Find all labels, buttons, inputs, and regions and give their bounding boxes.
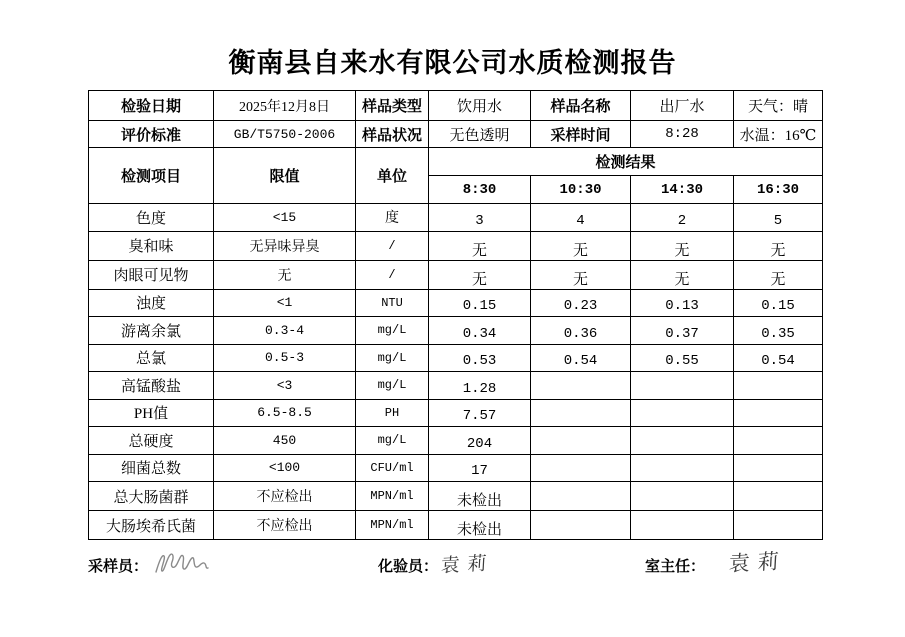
unit-cell: CFU/ml	[356, 454, 429, 482]
result-cell: 0.13	[631, 289, 734, 317]
item-cell: 总硬度	[89, 427, 214, 455]
sample-name-value: 出厂水	[631, 91, 734, 121]
result-cell: 0.23	[531, 289, 631, 317]
limit-cell: 不应检出	[214, 482, 356, 511]
result-cell: 0.54	[734, 344, 823, 372]
tester-signature: 袁莉	[440, 553, 496, 577]
result-cell	[531, 482, 631, 511]
item-header: 检测项目	[89, 148, 214, 204]
limit-cell: 0.3-4	[214, 317, 356, 345]
limit-cell: 无	[214, 260, 356, 289]
result-cell	[631, 454, 734, 482]
result-cell	[531, 511, 631, 540]
result-cell	[734, 399, 823, 427]
info-row-1	[89, 91, 823, 121]
weather-cell: 天气：晴	[734, 91, 823, 121]
limit-cell: 0.5-3	[214, 344, 356, 372]
result-cell: 1.28	[429, 372, 531, 400]
info-row-2	[89, 121, 823, 148]
result-cell: 3	[429, 204, 531, 232]
unit-cell: mg/L	[356, 317, 429, 345]
result-cell	[531, 399, 631, 427]
time-header-2: 10:30	[531, 176, 631, 204]
unit-cell: MPN/ml	[356, 511, 429, 540]
result-cell: 4	[531, 204, 631, 232]
result-cell: 0.53	[429, 344, 531, 372]
unit-cell: mg/L	[356, 427, 429, 455]
result-cell: 0.34	[429, 317, 531, 345]
result-cell: 2	[631, 204, 734, 232]
result-cell	[531, 427, 631, 455]
result-cell	[734, 482, 823, 511]
unit-cell: /	[356, 231, 429, 260]
unit-cell: NTU	[356, 289, 429, 317]
limit-cell: <1	[214, 289, 356, 317]
item-cell: 游离余氯	[89, 317, 214, 345]
inspect-date-label: 检验日期	[89, 91, 214, 121]
item-cell: 细菌总数	[89, 454, 214, 482]
result-cell	[531, 372, 631, 400]
result-cell	[631, 399, 734, 427]
table-row	[89, 399, 823, 427]
limit-cell: 6.5-8.5	[214, 399, 356, 427]
result-cell: 无	[531, 231, 631, 260]
result-cell: 无	[734, 260, 823, 289]
result-cell: 无	[631, 231, 734, 260]
header-row-1	[89, 148, 823, 176]
unit-cell: 度	[356, 204, 429, 232]
result-cell	[631, 511, 734, 540]
unit-cell: /	[356, 260, 429, 289]
unit-cell: MPN/ml	[356, 482, 429, 511]
result-cell: 0.15	[429, 289, 531, 317]
result-cell: 5	[734, 204, 823, 232]
table-row	[89, 511, 823, 540]
time-header-4: 16:30	[734, 176, 823, 204]
result-cell: 无	[531, 260, 631, 289]
result-cell: 无	[429, 260, 531, 289]
limit-cell: <100	[214, 454, 356, 482]
table-row	[89, 344, 823, 372]
sampling-time-label: 采样时间	[531, 121, 631, 148]
sample-state-label: 样品状况	[356, 121, 429, 148]
director-signature: 袁莉	[728, 548, 788, 576]
item-cell: 浊度	[89, 289, 214, 317]
table-row	[89, 427, 823, 455]
item-cell: 大肠埃希氏菌	[89, 511, 214, 540]
table-row	[89, 372, 823, 400]
limit-cell: <15	[214, 204, 356, 232]
item-cell: PH值	[89, 399, 214, 427]
sampler-label: 采样员：	[88, 559, 149, 575]
director-label: 室主任：	[645, 559, 706, 575]
table-row	[89, 482, 823, 511]
result-cell: 204	[429, 427, 531, 455]
item-cell: 色度	[89, 204, 214, 232]
table-row	[89, 204, 823, 232]
water-quality-table	[88, 90, 823, 540]
item-cell: 高锰酸盐	[89, 372, 214, 400]
result-header: 检测结果	[429, 148, 823, 176]
sample-state-value: 无色透明	[429, 121, 531, 148]
limit-cell: 不应检出	[214, 511, 356, 540]
unit-cell: mg/L	[356, 344, 429, 372]
unit-cell: PH	[356, 399, 429, 427]
sample-type-label: 样品类型	[356, 91, 429, 121]
page-title: 衡南县自来水有限公司水质检测报告	[228, 48, 677, 78]
unit-header: 单位	[356, 148, 429, 204]
sample-name-label: 样品名称	[531, 91, 631, 121]
limit-header: 限值	[214, 148, 356, 204]
limit-cell: <3	[214, 372, 356, 400]
result-cell: 无	[631, 260, 734, 289]
standard-value: GB/T5750-2006	[214, 121, 356, 148]
unit-cell: mg/L	[356, 372, 429, 400]
result-cell: 无	[429, 231, 531, 260]
inspect-date-value: 2025年12月8日	[214, 91, 356, 121]
sampling-time-value: 8:28	[631, 121, 734, 148]
table-row	[89, 454, 823, 482]
item-cell: 臭和味	[89, 231, 214, 260]
item-cell: 肉眼可见物	[89, 260, 214, 289]
standard-label: 评价标准	[89, 121, 214, 148]
result-cell: 7.57	[429, 399, 531, 427]
result-cell: 0.54	[531, 344, 631, 372]
result-cell	[531, 454, 631, 482]
result-cell: 未检出	[429, 511, 531, 540]
result-cell: 0.35	[734, 317, 823, 345]
water-temp-cell: 水温：16℃	[734, 121, 823, 148]
result-cell: 0.55	[631, 344, 734, 372]
time-header-3: 14:30	[631, 176, 734, 204]
tester-label: 化验员：	[378, 559, 439, 575]
result-cell: 无	[734, 231, 823, 260]
table-row	[89, 231, 823, 260]
result-cell	[734, 427, 823, 455]
table-row	[89, 317, 823, 345]
result-cell	[631, 427, 734, 455]
table-row	[89, 260, 823, 289]
result-cell: 17	[429, 454, 531, 482]
sampler-signature-scribble	[150, 548, 240, 580]
result-cell: 0.36	[531, 317, 631, 345]
sample-type-value: 饮用水	[429, 91, 531, 121]
limit-cell: 无异味异臭	[214, 231, 356, 260]
result-cell	[734, 511, 823, 540]
result-cell	[734, 454, 823, 482]
item-cell: 总大肠菌群	[89, 482, 214, 511]
result-cell: 未检出	[429, 482, 531, 511]
item-cell: 总氯	[89, 344, 214, 372]
result-cell	[631, 372, 734, 400]
table-row	[89, 289, 823, 317]
result-cell: 0.15	[734, 289, 823, 317]
limit-cell: 450	[214, 427, 356, 455]
result-cell	[734, 372, 823, 400]
time-header-1: 8:30	[429, 176, 531, 204]
result-cell	[631, 482, 734, 511]
result-cell: 0.37	[631, 317, 734, 345]
